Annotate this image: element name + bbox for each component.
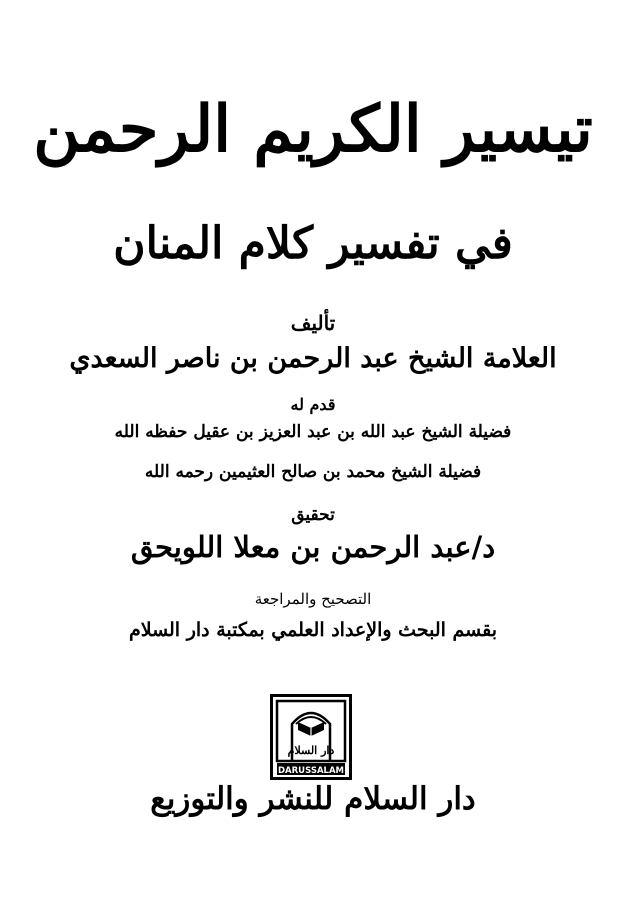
editor-name: د/عبد الرحمن بن معلا اللويحق [130,530,496,564]
author-name: العلامة الشيخ عبد الرحمن بن ناصر السعدي [69,343,557,374]
editing-label: تحقيق [291,505,335,525]
introduction-label: قدم له [290,395,336,414]
logo-arabic-text: دار السلام [287,744,335,757]
book-title: تيسير الكريم الرحمن [33,92,593,167]
review-body: بقسم البحث والإعداد العلمي بمكتبة دار السلام [128,619,498,641]
introducer-1: فضيلة الشيخ عبد الله بن عبد العزيز بن عقيل حفظه الله [114,422,512,442]
introducer-2: فضيلة الشيخ محمد بن صالح العثيمين رحمه الله [144,462,482,482]
book-subtitle: في تفسير كلام المنان [113,218,513,269]
publisher-logo [270,694,352,780]
logo-latin-text: DARUSSALAM [278,766,344,776]
publisher-name: دار السلام للنشر والتوزيع [150,781,476,817]
authorship-label: تأليف [290,311,336,335]
review-label: التصحيح والمراجعة [254,590,372,608]
